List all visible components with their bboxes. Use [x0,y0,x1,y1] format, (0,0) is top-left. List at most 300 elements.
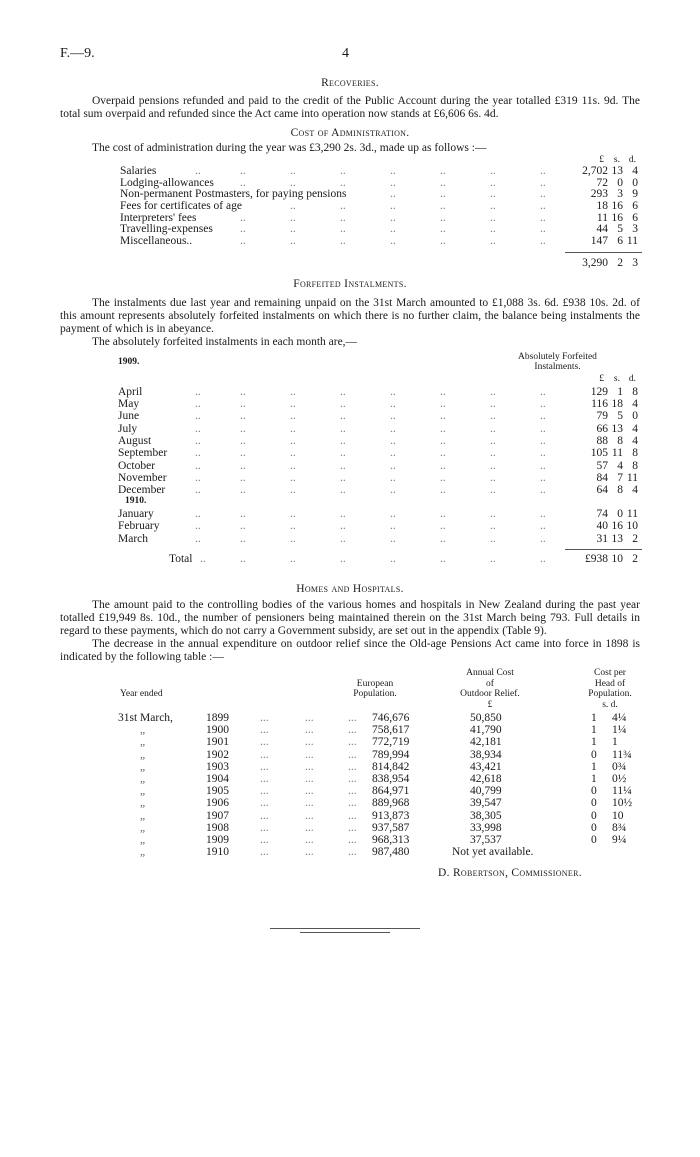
row-prefix: „ [140,846,146,859]
total-pence: 2 [632,553,638,566]
pounds: 2,702 [582,165,608,177]
col-pop-line2: Population. [353,689,397,700]
col-head-units: s. d. [602,699,618,710]
col-shillings: s. [613,373,620,384]
population: 838,954 [372,773,410,785]
population: 746,676 [372,712,410,725]
leader-dots: .. [290,553,296,566]
leader-dots: ... [305,833,314,846]
leader-dots: .. [195,484,201,497]
col-pounds: £ [599,155,604,165]
leader-dots: ... [305,773,314,785]
leader-dots: .. [290,211,296,224]
leader-dots: .. [240,223,246,236]
table-row [0,460,700,472]
col-shillings: s. [613,155,620,165]
leader-dots: .. [240,447,246,460]
leader-dots: .. [490,508,496,521]
leader-dots: .. [440,508,446,521]
population: 758,617 [372,724,410,737]
leader-dots: .. [340,532,346,545]
pence: 4 [632,422,638,435]
annual-cost: 42,181 [470,736,502,749]
forfeited-text: The instalments due last year and remaining unpaid on the 31st March amounted to £1,088 3s. 6d. £938 10s. 2d. of this amount represents absolutely forfeited instalments on which there is no further claim, the balance being instalments the payment of which is in abeyance. The absolutely forfeited instalments in each month are,— [60,296,640,348]
leader-dots: .. [540,435,546,447]
leader-dots: .. [440,200,446,213]
row-label: January [118,508,154,521]
leader-dots: .. [540,471,546,484]
row-label: Salaries [120,165,157,177]
row-prefix: „ [140,833,146,846]
leader-dots: .. [200,553,206,566]
shillings: 0 [617,508,623,521]
table-row [0,811,700,823]
leader-dots: .. [195,422,201,435]
leader-dots: ... [260,785,269,798]
leader-dots: ... [305,797,314,810]
leader-dots: .. [490,235,496,248]
leader-dots: ... [348,773,357,785]
end-rule [270,928,420,929]
col-head-line1: Cost per [594,668,626,679]
pence: 0 [632,176,638,189]
leader-dots: .. [240,435,246,447]
leader-dots: .. [240,410,246,423]
table-row [0,484,700,496]
leader-dots: ... [348,760,357,773]
leader-dots: .. [195,398,201,411]
row-year: 1907 [206,809,229,822]
table-row [0,398,700,410]
total-label: Total [169,553,193,566]
leader-dots: .. [240,459,246,472]
leader-dots: .. [440,422,446,435]
leader-dots: .. [340,422,346,435]
leader-dots: ... [348,724,357,737]
leader-dots: .. [440,398,446,411]
table-row [0,213,700,225]
row-year: 1903 [206,760,229,773]
shillings: 18 [611,398,623,411]
leader-dots: .. [540,422,546,435]
cost-shillings: 1 [591,712,597,725]
leader-dots: .. [540,520,546,533]
leader-dots: .. [390,508,396,521]
leader-dots: .. [340,385,346,398]
shillings: 0 [617,176,623,189]
leader-dots: ... [348,809,357,822]
pounds: 64 [596,484,608,497]
forfeited-table [0,386,700,545]
population: 864,971 [372,785,410,798]
leader-dots: .. [240,520,246,533]
row-prefix: „ [140,736,146,749]
col-head-line2: Head of [594,678,626,689]
homes-text: The amount paid to the controlling bodies of the various homes and hospitals in New Zealand during the past year totalled £19,949 8s. 10d., the number of pensioners being maintained therein on the 31st March being 793. Full details in regard to these payments, which do not carry a Government subsidy, are set out in the appendix (Table 9). The decrease in the annual expenditure on outdoor relief since the Old-age Pensions Act came into force in 1898 is indicated by the following table :— [60,599,640,664]
leader-dots: .. [540,553,546,566]
row-year: 1906 [206,797,229,810]
forfeited-heading: Forfeited Instalments. [293,277,407,290]
leader-dots: .. [240,553,246,566]
leader-dots: .. [540,459,546,472]
leader-dots: .. [490,553,496,566]
leader-dots: ... [260,821,269,834]
forfeited-column-header [470,352,645,373]
table-row [0,798,700,810]
col-population [330,679,420,700]
col-head-line2: Instalments. [534,362,581,373]
leader-dots: .. [340,520,346,533]
leader-dots: ... [260,712,269,725]
leader-dots: .. [240,165,246,177]
leader-dots: ... [260,748,269,761]
leader-dots: .. [240,235,246,248]
leader-dots: .. [290,235,296,248]
leader-dots: .. [290,532,296,545]
forfeited-total [0,554,700,567]
leader-dots: .. [240,422,246,435]
leader-dots: .. [290,398,296,411]
leader-dots: .. [490,410,496,423]
leader-dots: ... [348,797,357,810]
leader-dots: .. [490,520,496,533]
shillings: 13 [611,165,623,177]
leader-dots: .. [440,484,446,497]
cost-pence: 10½ [612,797,633,810]
table-row [0,737,700,749]
shillings: 5 [617,410,623,423]
leader-dots: .. [540,484,546,497]
year-row [0,496,700,508]
leader-dots: .. [390,398,396,411]
col-cost-line2: of [486,678,494,689]
recoveries-heading: Recoveries. [321,77,379,89]
cost-pence: 0½ [612,773,627,785]
row-year: 1901 [206,736,229,749]
leader-dots: ... [260,846,269,859]
col-annual-cost [440,668,540,710]
leader-dots: .. [490,459,496,472]
leader-dots: .. [340,459,346,472]
col-head-line3: Population. [588,689,632,700]
total-pence: 3 [632,256,638,269]
row-label: June [118,410,140,423]
shillings: 16 [611,200,623,213]
leader-dots: .. [195,410,201,423]
leader-dots: .. [340,235,346,248]
annual-cost: 37,537 [470,833,502,846]
population: 968,313 [372,833,410,846]
row-label: September [118,447,168,460]
leader-dots: .. [440,176,446,189]
col-year: Year ended [120,689,163,700]
year-1909: 1909. [118,356,140,367]
cost-intro: The cost of administration during the year was £3,290 2s. 3d., made up as follows :— [92,142,487,154]
cost-total-rule-area [0,248,700,257]
pence: 10 [626,520,638,533]
row-prefix: „ [140,809,146,822]
homes-heading: Homes and Hospitals. [296,583,404,596]
population: 987,480 [372,846,410,859]
table-row [0,201,700,213]
row-label: Interpreters' fees [120,211,197,224]
shillings: 4 [617,459,623,472]
pence: 8 [632,447,638,460]
leader-dots: .. [390,410,396,423]
table-row [0,435,700,447]
leader-dots: .. [490,435,496,447]
leader-dots: .. [340,471,346,484]
total-pounds: 3,290 [582,256,608,269]
leader-dots: .. [490,165,496,177]
row-year: 1899 [206,712,229,725]
leader-dots: .. [340,165,346,177]
pence: 6 [632,211,638,224]
leader-dots: .. [340,200,346,213]
table-row [0,847,700,859]
leader-dots: .. [540,508,546,521]
total-rule [565,549,642,550]
shillings: 16 [611,211,623,224]
shillings: 16 [611,520,623,533]
pence: 11 [626,508,638,521]
leader-dots: .. [290,410,296,423]
row-prefix: „ [140,760,146,773]
row-prefix: 31st March, [118,712,173,725]
leader-dots: .. [195,471,201,484]
leader-dots: .. [390,447,396,460]
pounds: 116 [591,398,608,411]
pence: 8 [632,385,638,398]
pence: 3 [632,223,638,236]
leader-dots: .. [490,398,496,411]
leader-dots: .. [440,471,446,484]
cost-shillings: 0 [591,797,597,810]
leader-dots: .. [195,385,201,398]
row-label: October [118,459,156,472]
leader-dots: ... [348,736,357,749]
leader-dots: .. [390,223,396,236]
leader-dots: .. [240,398,246,411]
leader-dots: .. [490,484,496,497]
annual-cost: Not yet available. [452,846,534,859]
relief-table-header [0,668,700,713]
leader-dots: .. [290,471,296,484]
leader-dots: .. [290,176,296,189]
pounds: 105 [590,447,608,460]
pence: 4 [632,165,638,177]
row-label: Lodging-allowances [120,176,214,189]
leader-dots: .. [390,520,396,533]
leader-dots: .. [390,532,396,545]
leader-dots: .. [340,435,346,447]
leader-dots: .. [540,235,546,248]
shillings: 6 [617,235,623,248]
leader-dots: .. [240,176,246,189]
leader-dots: .. [195,459,201,472]
cost-pence: 9¼ [612,833,627,846]
col-cost-line1: Annual Cost [466,668,514,679]
leader-dots: .. [390,235,396,248]
cost-heading: Cost of Administration. [290,127,410,139]
row-label: July [118,422,138,435]
pounds: 44 [596,223,608,236]
row-year: 1910 [206,846,229,859]
leader-dots: .. [195,447,201,460]
leader-dots: ... [260,760,269,773]
leader-dots: .. [540,447,546,460]
table-row [0,386,700,398]
col-head-line1: Absolutely Forfeited [518,351,597,362]
leader-dots: .. [490,385,496,398]
leader-dots: ... [348,833,357,846]
pence: 4 [632,484,638,497]
leader-dots: .. [390,459,396,472]
leader-dots: ... [260,833,269,846]
leader-dots: .. [340,398,346,411]
leader-dots: ... [305,748,314,761]
row-prefix: „ [140,785,146,798]
leader-dots: .. [290,422,296,435]
leader-dots: .. [540,410,546,423]
leader-dots: .. [390,422,396,435]
annual-cost: 39,547 [470,797,502,810]
total-shillings: 10 [611,553,623,566]
leader-dots: ... [348,821,357,834]
row-prefix: „ [140,748,146,761]
row-prefix: „ [140,797,146,810]
table-row [0,189,700,201]
pounds: 74 [596,508,608,521]
row-label: Travelling-expenses [120,223,213,236]
leader-dots: .. [540,200,546,213]
recoveries-text: Overpaid pensions refunded and paid to the credit of the Public Account during the year totalled £319 11s. 9d. The total sum overpaid and refunded since the Act came into operation now stands at £6,606 6s. 4d. [60,95,640,120]
cost-shillings: 0 [591,785,597,798]
leader-dots: ... [348,785,357,798]
total-rule [565,252,642,253]
leader-dots: .. [290,435,296,447]
leader-dots: .. [290,200,296,213]
pounds: 293 [590,188,608,201]
cost-shillings: 0 [591,821,597,834]
col-pence: d. [628,155,636,165]
leader-dots: .. [340,484,346,497]
row-year: 1905 [206,785,229,798]
leader-dots: .. [440,235,446,248]
end-rules [0,928,700,938]
pence: 11 [626,471,638,484]
row-label: March [118,532,149,545]
cost-shillings: 0 [591,809,597,822]
leader-dots: .. [390,188,396,201]
pounds: 129 [590,385,608,398]
leader-dots: .. [340,223,346,236]
shillings: 3 [617,188,623,201]
signature: D. Robertson, Commissioner. [438,867,582,880]
leader-dots: .. [490,211,496,224]
row-prefix: „ [140,724,146,737]
cost-shillings: 1 [591,736,597,749]
shillings: 7 [617,471,623,484]
row-label: Non-permanent Postmasters, for paying pensions [120,188,347,201]
annual-cost: 42,618 [470,773,502,785]
leader-dots: .. [340,553,346,566]
leader-dots: .. [240,508,246,521]
forfeited-table-header [0,352,700,386]
leader-dots: .. [440,532,446,545]
row-year: 1900 [206,724,229,737]
cost-shillings: 1 [591,773,597,785]
leader-dots: ... [348,846,357,859]
leader-dots: .. [440,447,446,460]
leader-dots: .. [390,484,396,497]
leader-dots: .. [390,211,396,224]
leader-dots: .. [340,176,346,189]
page-header [0,47,700,71]
population: 789,994 [372,748,410,761]
annual-cost: 43,421 [470,760,502,773]
leader-dots: .. [490,223,496,236]
leader-dots: .. [290,459,296,472]
leader-dots: .. [540,176,546,189]
leader-dots: .. [340,447,346,460]
table-row [0,410,700,422]
pounds: 11 [596,211,608,224]
leader-dots: .. [240,471,246,484]
leader-dots: .. [440,459,446,472]
leader-dots: ... [305,724,314,737]
leader-dots: ... [305,760,314,773]
population: 889,968 [372,797,410,810]
col-pop-line1: European [356,678,394,689]
leader-dots: .. [540,223,546,236]
leader-dots: .. [390,553,396,566]
leader-dots: .. [540,211,546,224]
leader-dots: .. [540,165,546,177]
annual-cost: 40,799 [470,785,502,798]
leader-dots: .. [490,200,496,213]
leader-dots: .. [195,532,201,545]
pence: 11 [626,235,638,248]
leader-dots: .. [390,471,396,484]
shillings: 8 [617,435,623,447]
shillings: 11 [611,447,623,460]
row-year: 1902 [206,748,229,761]
table-row [0,166,700,178]
leader-dots: .. [195,435,201,447]
leader-dots: .. [340,508,346,521]
row-label: December [118,484,166,497]
cost-pence: 1 [612,736,618,749]
document-ref: F.—9. [60,46,95,61]
row-year: 1908 [206,821,229,834]
pounds: 31 [596,532,608,545]
leader-dots: .. [490,447,496,460]
pounds: 88 [596,435,608,447]
pounds: 40 [596,520,608,533]
cost-shillings: 1 [591,760,597,773]
leader-dots: .. [340,211,346,224]
leader-dots: .. [195,165,201,177]
table-row [0,447,700,459]
table-row [0,533,700,545]
leader-dots: .. [390,176,396,189]
cost-pence: 0¾ [612,760,627,773]
pounds: 79 [596,410,608,423]
col-cost-per-head [575,668,645,710]
leader-dots: .. [240,484,246,497]
leader-dots: .. [440,410,446,423]
